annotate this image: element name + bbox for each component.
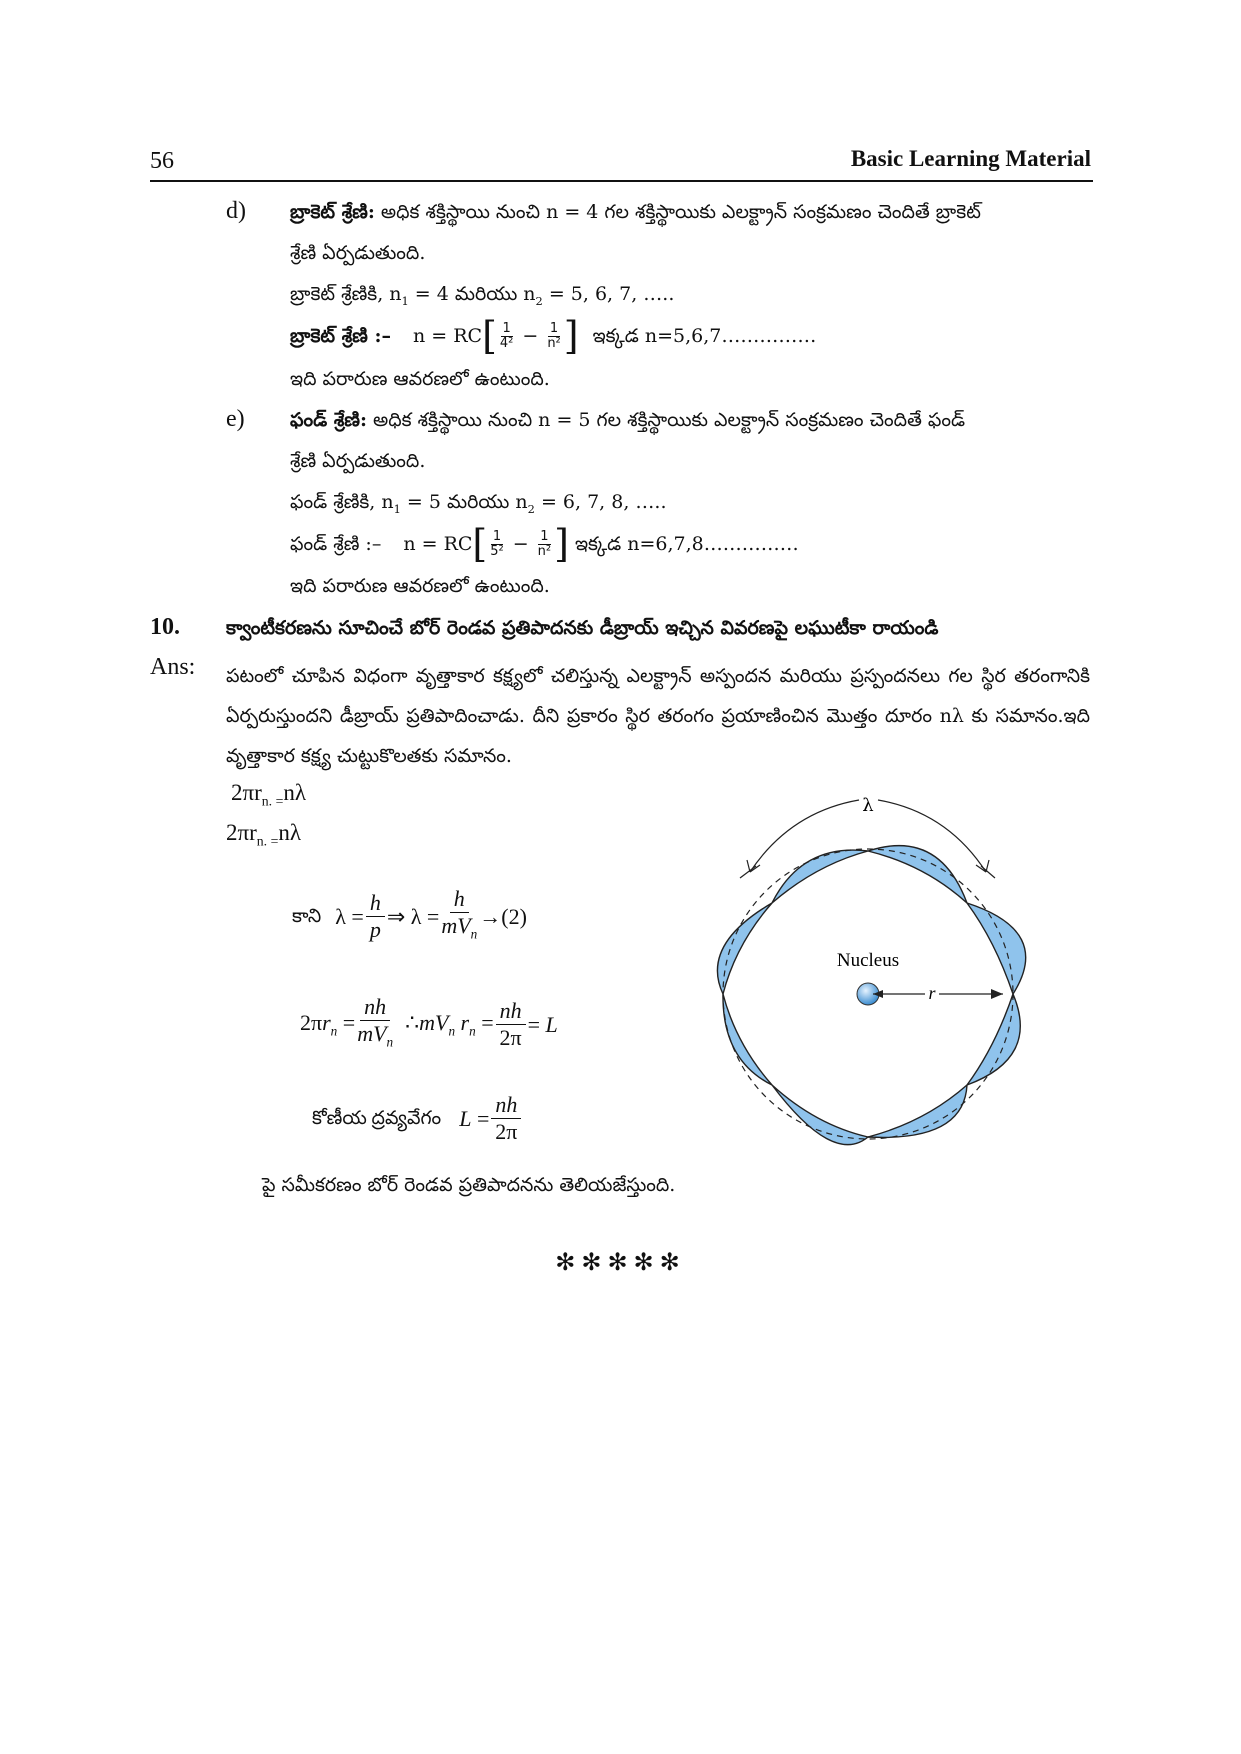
item-d-desc xyxy=(290,199,1090,225)
item-d-heading: బ్రాకెట్ శ్రేణి: xyxy=(290,201,375,223)
running-title: Basic Learning Material xyxy=(850,146,1091,171)
page-number: 56 xyxy=(150,148,174,174)
item-d-region: ఇది పరారుణ ఆవరణలో ఉంటుంది. xyxy=(290,368,550,390)
nucleus-label: Nucleus xyxy=(836,950,900,971)
item-e-text-2: శ్రేణి ఏర్పడుతుంది. xyxy=(290,450,426,472)
equation-1: $2\pi r_{n. =}n\lambda$ xyxy=(231,780,307,809)
header-rule xyxy=(150,180,1093,182)
item-e-formula: ఫండ్ శ్రేణి :– n = RC [ $\frac{1}{\text{5²}}$ − $\frac{1}{\text{n²}}$ ] ఇక్కడ n=6,7,8…………… xyxy=(290,522,799,566)
lambda-arc-left xyxy=(750,800,859,872)
item-e-heading: ఫండ్ శ్రేణి: xyxy=(290,409,367,431)
radius-label: r xyxy=(928,983,936,1003)
item-d-marker: d) xyxy=(226,198,246,224)
answer-label: Ans: xyxy=(150,654,196,680)
item-e-n-values: ఫండ్ శ్రేణికి, $n_1 = 5$ మరియు $n_2 = 6$, 7, 8, ….. xyxy=(290,491,667,516)
item-d-n-values: బ్రాకెట్ శ్రేణికి, $n_1 = 4$ మరియు $n_2 = 5$, 6, 7, ….. xyxy=(290,283,675,308)
question-text: క్వాంటీకరణను సూచించే బోర్ రెండవ ప్రతిపాదనకు డీబ్రాయ్ ఇచ్చిన వివరణపై లఘుటీకా రాయండి xyxy=(226,617,939,639)
section-end-stars: ✻✻✻✻✻ xyxy=(555,1248,686,1276)
question-number: 10. xyxy=(150,614,180,640)
item-e-text-1: అధిక శక్తిస్థాయి నుంచి n = 5 గల శక్తిస్థాయికు ఎలక్ట్రాన్ సంక్రమణం చెందితే ఫండ్ xyxy=(373,409,966,431)
answer-paragraph: పటంలో చూపిన విధంగా వృత్తాకార కక్ష్యలో చలిస్తున్న ఎలక్ట్రాన్ అస్పందన మరియు ప్రస్పందనలు గల స్థిర తరంగానికి ఏర్పరుస్తుందని డీబ్రాయ్ ప్రతిపాదించాడు. దీని ప్రకారం స్థిర తరంగం ప్రయాణించిన మొత్తం దూరం nλ కు సమానం.ఇది వృత్తాకార కక్ష్య చుట్టుకొలతకు సమానం. xyxy=(226,665,1090,767)
lambda-label: λ xyxy=(862,795,874,816)
equation-3: కాని λ = $\frac{h}{p}$ ⇒ λ = h $mV_n$ →(2) xyxy=(292,886,527,943)
item-e-marker: e) xyxy=(226,406,245,432)
equation-5: కోణీయ ద్రవ్యవేగం L = $\frac{nh}{2\pi}$ xyxy=(312,1092,523,1145)
conclusion: పై సమీకరణం బోర్ రెండవ ప్రతిపాదనను తెలియజేస్తుంది. xyxy=(262,1174,676,1196)
item-d-text-2: శ్రేణి ఏర్పడుతుంది. xyxy=(290,242,426,264)
item-e-desc xyxy=(290,407,1090,433)
standing-wave-figure xyxy=(690,790,1070,1180)
item-d-formula: బ్రాకెట్ శ్రేణి :– n = RC [ $\frac{1}{\text{4²}}$ − $\frac{1}{\text{n²}}$ ] ఇక్కడ n=5,6,7…………… xyxy=(290,314,817,358)
equation-2: $2\pi r_{n. =}n\lambda$ xyxy=(226,820,302,849)
item-e-region: ఇది పరారుణ ఆవరణలో ఉంటుంది. xyxy=(290,575,550,597)
equation-4: $2\pi r_n$ = nh $mV_n$ $\therefore mV_n$ $r_n$ = $\frac{nh}{2\pi}$ = L xyxy=(300,994,558,1051)
item-d-text-1: అధిక శక్తిస్థాయి నుంచి n = 4 గల శక్తిస్థాయికు ఎలక్ట్రాన్ సంక్రమణం చెందితే బ్రాకెట్ xyxy=(380,201,981,223)
